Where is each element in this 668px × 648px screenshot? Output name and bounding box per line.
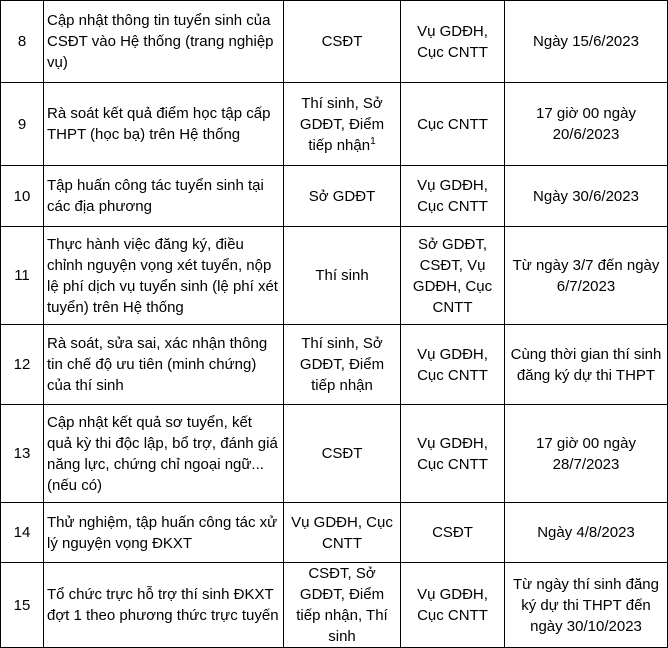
deadline: Ngày 30/6/2023	[505, 166, 668, 227]
coordinator: Vụ GDĐH, Cục CNTT	[401, 1, 505, 83]
performer: Thí sinh	[284, 227, 401, 325]
performer: CSĐT, Sở GDĐT, Điểm tiếp nhận, Thí sinh	[284, 563, 401, 648]
performer: Sở GDĐT	[284, 166, 401, 227]
deadline: Cùng thời gian thí sinh đăng ký dự thi THPT	[505, 325, 668, 405]
footnote-marker: 1	[370, 135, 376, 147]
row-number: 13	[1, 405, 44, 503]
deadline: Ngày 4/8/2023	[505, 503, 668, 563]
performer-text: Thí sinh, Sở GDĐT, Điểm tiếp nhận	[299, 94, 385, 154]
performer: CSĐT	[284, 1, 401, 83]
task-description: Thử nghiệm, tập huấn công tác xử lý nguyện vọng ĐKXT	[44, 503, 284, 563]
table-row	[1, 227, 668, 325]
table-row	[1, 563, 668, 648]
row-number: 10	[1, 166, 44, 227]
coordinator: Vụ GDĐH, Cục CNTT	[401, 166, 505, 227]
task-description: Thực hành việc đăng ký, điều chỉnh nguyện vọng xét tuyển, nộp lệ phí dịch vụ tuyển sinh (lệ phí xét tuyển) trên Hệ thống	[44, 227, 284, 325]
performer: Thí sinh, Sở GDĐT, Điểm tiếp nhận	[284, 325, 401, 405]
table-row	[1, 166, 668, 227]
table-row	[1, 83, 668, 166]
task-description: Rà soát, sửa sai, xác nhận thông tin chế độ ưu tiên (minh chứng) của thí sinh	[44, 325, 284, 405]
deadline: 17 giờ 00 ngày 20/6/2023	[505, 83, 668, 166]
coordinator: Cục CNTT	[401, 83, 505, 166]
task-description: Rà soát kết quả điểm học tập cấp THPT (học bạ) trên Hệ thống	[44, 83, 284, 166]
task-description: Cập nhật kết quả sơ tuyển, kết quả kỳ thi độc lập, bổ trợ, đánh giá năng lực, chứng chỉ ngoại ngữ... (nếu có)	[44, 405, 284, 503]
deadline: Từ ngày thí sinh đăng ký dự thi THPT đến ngày 30/10/2023	[505, 563, 668, 648]
table-row	[1, 405, 668, 503]
row-number: 11	[1, 227, 44, 325]
coordinator: Vụ GDĐH, Cục CNTT	[401, 405, 505, 503]
row-number: 9	[1, 83, 44, 166]
coordinator: Vụ GDĐH, Cục CNTT	[401, 325, 505, 405]
task-description: Tổ chức trực hỗ trợ thí sinh ĐKXT đợt 1 theo phương thức trực tuyến	[44, 563, 284, 648]
coordinator: CSĐT	[401, 503, 505, 563]
coordinator: Sở GDĐT, CSĐT, Vụ GDĐH, Cục CNTT	[401, 227, 505, 325]
deadline: Từ ngày 3/7 đến ngày 6/7/2023	[505, 227, 668, 325]
table-row	[1, 503, 668, 563]
task-description: Cập nhật thông tin tuyển sinh của CSĐT vào Hệ thống (trang nghiệp vụ)	[44, 1, 284, 83]
deadline: Ngày 15/6/2023	[505, 1, 668, 83]
table-row	[1, 325, 668, 405]
row-number: 15	[1, 563, 44, 648]
row-number: 8	[1, 1, 44, 83]
performer: Vụ GDĐH, Cục CNTT	[284, 503, 401, 563]
task-description: Tập huấn công tác tuyển sinh tại các địa phương	[44, 166, 284, 227]
performer: CSĐT	[284, 405, 401, 503]
table-row	[1, 1, 668, 83]
row-number: 14	[1, 503, 44, 563]
coordinator: Vụ GDĐH, Cục CNTT	[401, 563, 505, 648]
row-number: 12	[1, 325, 44, 405]
performer	[284, 83, 401, 166]
deadline: 17 giờ 00 ngày 28/7/2023	[505, 405, 668, 503]
